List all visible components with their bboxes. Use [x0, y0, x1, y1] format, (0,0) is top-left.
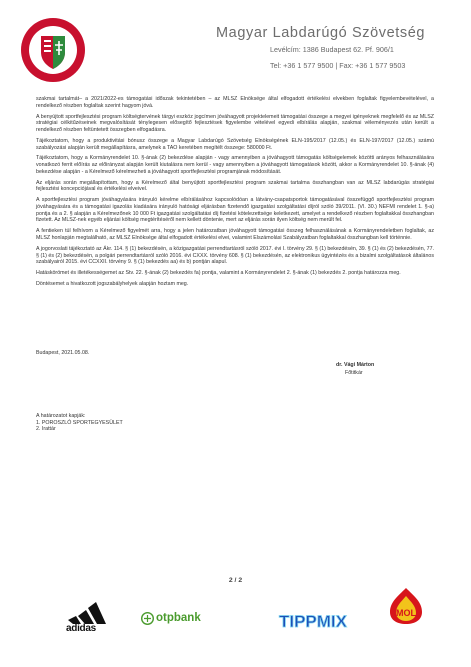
paragraph: A benyújtott sportfejlesztési program költségtervének tárgyi eszköz jogcímen jóváhagyott projektelemeit támogatási összege a megyei igényeknek megfelelő és az MLSZ stratégiai célkitűzéseinek megvalósítását ténylegesen elősegítő fejlesztések figyelembe vételével egyedi elbírálás alapján, szakmai véleményezés után került a rendelkező részben feltüntetett összegben elfogadásra.: [36, 113, 434, 133]
recipient-item: 2. Irattár: [36, 426, 56, 433]
organization-name: Magyar Labdarúgó Szövetség: [216, 25, 426, 41]
tippmix-wordmark: TIPPMIX: [278, 612, 348, 631]
mol-logo: [384, 586, 428, 626]
paragraph: A fentieken túl felhívom a Kérelmező figyelmét arra, hogy a jelen határozatban jóváhagyott támogatási összeg felhasználásának a Kormányrendeletben foglaltak, az MLSZ honlapján megtalálható, az MLSZ Elnöksége által elfogadott értékelési elvei, valamint Elszámolási Szabályzatban foglaltakkal összhangban kell történnie.: [36, 228, 434, 242]
paragraph: A jogorvoslati tájékoztató az Ákr. 114. § (1) bekezdésén, a közigazgatási perrendtartásról szóló 2017. évi I. törvény 29. § (1) bekezdésén, 39. § (1) és (2) bekezdésén, 77. § (1) és (2) bekezdésén, a polgári perrendtartásról szóló 2016. évi CXXX. törvény 608. § (1) bekezdésén, az elektronikus ügyintézés és a bizalmi szolgáltatások általános szabályairól 2015. évi CCXXII. törvény 9. § (1) bekezdés aa) és b) pontján alapul.: [36, 245, 434, 266]
signatory-title: Főtitkár: [345, 370, 363, 376]
recipient-item: 1. POROSZLÓ SPORTEGYESÜLET: [36, 419, 123, 426]
document-body: [36, 96, 434, 292]
otpbank-wordmark: otpbank: [156, 612, 201, 624]
mlsz-crest-logo: [20, 17, 86, 83]
page-number: 2 / 2: [228, 577, 243, 584]
tippmix-logo: [270, 610, 356, 632]
paragraph: A sportfejlesztési program jóváhagyására irányuló kérelme elbírálásához kapcsolódóan a látvány-csapatsportok támogatásával összefüggő sportfejlesztési program jóváhagyására és a támogatási igazolás kiadására irányuló hatósági eljárásban fizetendő igazgatási szolgáltatási díjról szóló 39/2011. (VI. 30.) NEFMI rendelet 1. §-a) pontja és a 2. § alapján a Kérelmezőnek 10 000 Ft igazgatási szolgáltatási díj fizetési kötelezettsége keletkezett, amelyet a rendelkező részben foglaltakkal összhangban fizetett. Az MLSZ-nek egyéb eljárási költség megtérítéséről nem kellett döntenie, mert az eljárás során ilyen költség nem merült fel.: [36, 197, 434, 224]
signatory-name: dr. Vági Márton: [336, 362, 375, 368]
paragraph: Hatáskörömet és illetékességemet az Stv. 22. §-ának (2) bekezdés fa) pontja, valamint a Kormányrendelet 2. §-ának (1) bekezdés 2. pontja határozza meg.: [36, 270, 401, 277]
paragraph: Tájékoztatom, hogy a Kormányrendelet 10. §-ának (2) bekezdése alapján - vagy amennyiben a jóváhagyott támogatás költségelemek közötti arányos felhasználására vonatkozó ferrit előírás az előirányzat alapján került kiutalásra nem kerül - vagy amennyiben a jóváhagyott támogatások között, akkor a Kormányrendelet 10. §-ának (4) bekezdése alapján - a Kérelmező kérelmezheti a jóváhagyott sportfejlesztési programjának módosítását.: [36, 155, 434, 175]
recipients-heading: A határozatot kapják:: [36, 413, 86, 419]
phone-fax: Tel: +36 1 577 9500 | Fax: +36 1 577 9503: [270, 61, 406, 70]
paragraph: Tájékoztatom, hogy a produktivitási bónusz összege a Magyar Labdarúgó Szövetség Elnökségének ELN-195/2017 (12.05.) és ELN-197/2017 (12.05.) számú szabályozási alapján került megállapításra, amelynek a TAO keretében megítélt összege: 580000 Ft.: [36, 137, 434, 151]
paragraph: szakmai tartalmát– a 2021/2022-es támogatási időszak tekintetében – az MLSZ Elnöksége által elfogadott értékelési elvekben foglaltak figyelembevételével, a rendelkező részben foglaltak szerint hagyom jóvá.: [36, 96, 434, 109]
mol-wordmark: MOL: [396, 608, 416, 618]
document-date: Budapest, 2021.05.08.: [36, 350, 90, 356]
otp-logo-icon: [141, 612, 154, 625]
paragraph: Az eljárás során megállapítottam, hogy a Kérelmező által benyújtott sportfejlesztési program szakmai tartalma összhangban van az MLSZ labdarúgás stratégiai fejlesztési koncepciójával és értékelési elveivel.: [36, 179, 434, 193]
recipients-list: [36, 413, 123, 433]
postal-address: Levélcím: 1386 Budapest 62. Pf. 906/1: [270, 45, 394, 54]
paragraph: Döntésemet a hivatkozott jogszabályhelyek alapján hoztam meg.: [36, 281, 189, 288]
letterhead: [0, 0, 471, 90]
adidas-logo-icon: [64, 586, 108, 626]
adidas-wordmark: adidas: [66, 623, 96, 634]
